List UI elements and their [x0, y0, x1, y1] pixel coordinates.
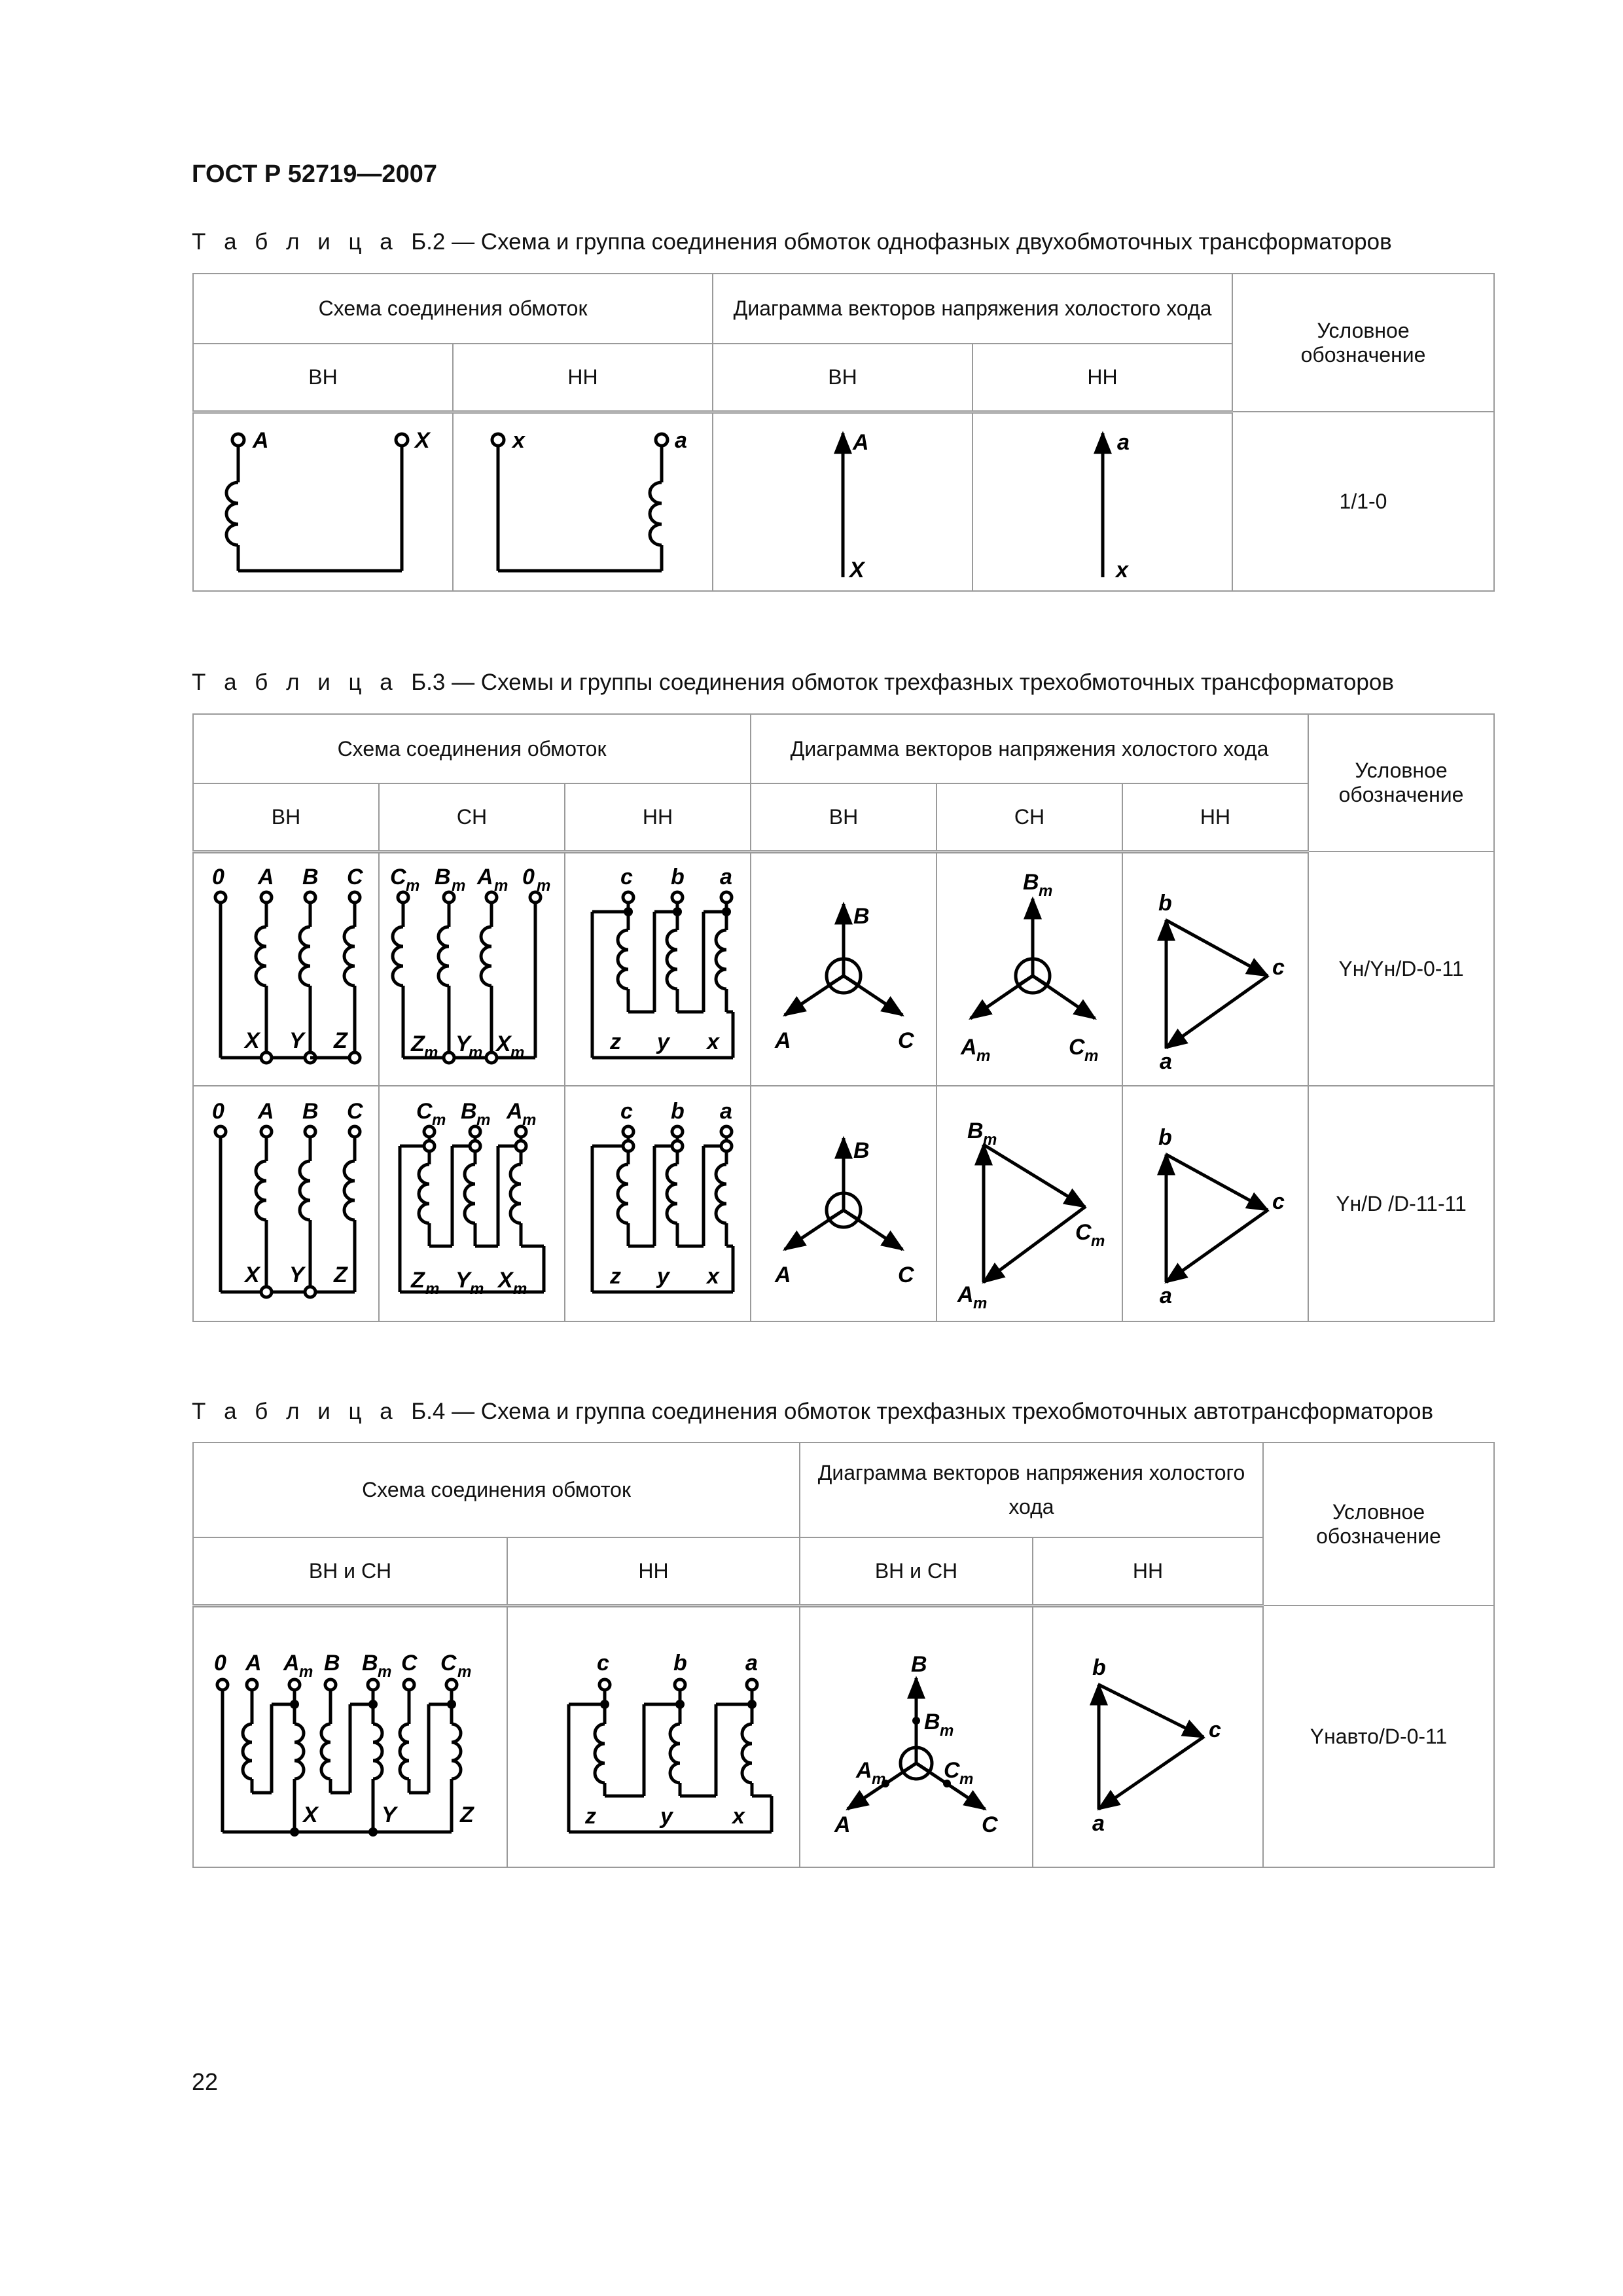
b3-col-scheme: Схема соединения обмоток	[193, 714, 751, 783]
svg-text:C: C	[1075, 1220, 1092, 1245]
svg-text:B: B	[853, 903, 870, 929]
svg-text:z: z	[610, 1264, 621, 1289]
svg-text:A: A	[775, 1028, 791, 1053]
svg-text:a: a	[1160, 1049, 1172, 1074]
b3-r2-designation: Yн/D /D-11-11	[1308, 1086, 1494, 1321]
delta-vector-mv	[941, 1092, 1118, 1315]
svg-text:m: m	[872, 1770, 886, 1788]
table-b3-caption: Т а б л и ц а Б.3 — Схемы и группы соединения обмоток трехфазных трехобмоточных трансформаторов	[192, 670, 1394, 695]
svg-text:C: C	[898, 1028, 914, 1053]
b2-sub-hv-diagram: ВН	[713, 344, 972, 412]
svg-text:m: m	[959, 1770, 974, 1788]
svg-text:m: m	[476, 1111, 491, 1129]
svg-text:Z: Z	[460, 1802, 474, 1827]
b2-designation: 1/1-0	[1232, 412, 1494, 591]
svg-text:A: A	[957, 1282, 974, 1307]
b4-lv-vector	[1033, 1605, 1263, 1867]
b2-sub-lv-diagram: НН	[972, 344, 1232, 412]
svg-text:X: X	[245, 1263, 260, 1287]
b3-sub-hv: ВН	[193, 783, 379, 852]
b3-r2-hv-scheme	[193, 1086, 379, 1321]
delta-vector-lv	[1127, 858, 1304, 1081]
svg-text:B: B	[302, 1099, 319, 1124]
svg-text:A: A	[283, 1650, 300, 1676]
svg-text:C: C	[1069, 1034, 1085, 1060]
svg-text:X: X	[849, 557, 865, 583]
svg-text:B: B	[853, 1138, 870, 1163]
svg-text:X: X	[245, 1028, 260, 1053]
svg-text:B: B	[1023, 869, 1039, 895]
svg-text:C: C	[944, 1757, 960, 1783]
b3-r2-lv-vector	[1122, 1086, 1308, 1321]
b4-sub-hv-mv: ВН и СН	[193, 1537, 507, 1605]
table-b2-caption: Т а б л и ц а Б.2 — Схема и группа соединения обмоток однофазных двухобмоточных трансформаторов	[192, 229, 1392, 255]
svg-text:m: m	[522, 1111, 537, 1129]
svg-text:C: C	[898, 1263, 914, 1287]
svg-text:m: m	[299, 1662, 313, 1681]
svg-text:c: c	[620, 864, 633, 889]
svg-text:b: b	[1092, 1655, 1106, 1680]
svg-text:m: m	[406, 876, 420, 895]
svg-text:Z: Z	[411, 1031, 425, 1056]
svg-text:z: z	[610, 1029, 621, 1054]
b3-sub-mv: СН	[379, 783, 565, 852]
table-b4	[192, 1442, 1495, 1868]
b2-sub-lv-scheme: НН	[453, 344, 713, 412]
table-b2	[192, 273, 1495, 592]
b3-r1-designation: Yн/Yн/D-0-11	[1308, 852, 1494, 1086]
b2-sub-hv-scheme: ВН	[193, 344, 453, 412]
svg-text:b: b	[1158, 1125, 1172, 1150]
svg-text:C: C	[401, 1650, 418, 1676]
b4-sub-lv: НН	[507, 1537, 800, 1605]
table-b3	[192, 713, 1495, 1322]
svg-text:x: x	[707, 1264, 719, 1289]
b4-lv-scheme	[507, 1605, 800, 1867]
svg-text:b: b	[1158, 890, 1172, 916]
b3-r1-mv-scheme	[379, 852, 565, 1086]
b3-col-designation: Условное обозначение	[1308, 714, 1494, 852]
b2-col-designation: Условное обозначение	[1232, 274, 1494, 412]
svg-text:0: 0	[522, 864, 535, 889]
svg-text:C: C	[390, 864, 406, 889]
svg-text:m: m	[1084, 1047, 1099, 1065]
svg-text:a: a	[1160, 1283, 1172, 1308]
svg-text:B: B	[302, 864, 319, 889]
svg-text:B: B	[967, 1119, 984, 1143]
svg-text:A: A	[856, 1757, 872, 1783]
svg-text:B: B	[362, 1650, 378, 1676]
svg-text:Y: Y	[289, 1263, 304, 1287]
delta-lv-2	[569, 1092, 746, 1315]
svg-text:0: 0	[212, 1099, 224, 1124]
svg-text:X: X	[496, 1031, 511, 1056]
svg-text:a: a	[674, 427, 687, 453]
svg-text:A: A	[507, 1099, 523, 1124]
b4-col-scheme: Схема соединения обмоток	[193, 1443, 800, 1537]
hv-vector-diagram	[719, 417, 967, 587]
svg-text:C: C	[982, 1812, 998, 1837]
svg-text:X: X	[414, 427, 430, 453]
svg-text:A: A	[258, 864, 274, 889]
b4-hv-mv-scheme	[193, 1605, 507, 1867]
svg-text:0: 0	[212, 864, 224, 889]
b3-row-1	[193, 852, 1494, 1086]
svg-text:A: A	[775, 1263, 791, 1287]
page-number: 22	[192, 2068, 219, 2095]
svg-text:m: m	[378, 1662, 392, 1681]
svg-text:Z: Z	[334, 1028, 348, 1053]
b3-r1-mv-vector	[936, 852, 1122, 1086]
b4-sub-hv-mv-diag: ВН и СН	[800, 1537, 1033, 1605]
svg-text:A: A	[245, 1650, 262, 1676]
auto-delta-vector	[1037, 1613, 1259, 1861]
svg-text:m: m	[1039, 882, 1053, 900]
svg-text:c: c	[620, 1099, 633, 1124]
svg-text:Y: Y	[455, 1268, 471, 1293]
svg-text:Y: Y	[455, 1031, 471, 1056]
svg-text:X: X	[303, 1802, 318, 1827]
svg-text:y: y	[657, 1264, 669, 1289]
svg-text:C: C	[347, 864, 363, 889]
hv-single-phase-winding	[199, 417, 448, 587]
b3-r2-mv-vector	[936, 1086, 1122, 1321]
b3-r1-hv-vector	[751, 852, 936, 1086]
svg-text:Z: Z	[411, 1268, 425, 1293]
table-b4-caption: Т а б л и ц а Б.4 — Схема и группа соединения обмоток трехфазных трехобмоточных автотрансформаторов	[192, 1399, 1434, 1424]
svg-text:b: b	[671, 864, 685, 889]
svg-text:a: a	[745, 1650, 758, 1676]
svg-text:c: c	[1272, 1189, 1285, 1214]
svg-text:c: c	[596, 1650, 609, 1676]
svg-text:m: m	[513, 1280, 527, 1298]
delta-lv-auto	[513, 1613, 794, 1861]
svg-text:b: b	[671, 1099, 685, 1124]
svg-text:m: m	[452, 876, 466, 895]
b3-r2-hv-vector	[751, 1086, 936, 1321]
b3-sub-lv-diag: НН	[1122, 783, 1308, 852]
b4-hv-mv-vector	[800, 1605, 1033, 1867]
b3-sub-hv-diag: ВН	[751, 783, 936, 852]
svg-text:B: B	[461, 1099, 477, 1124]
svg-text:c: c	[1272, 954, 1285, 980]
svg-text:m: m	[470, 1280, 484, 1298]
star-neutral-hv-2	[198, 1092, 374, 1315]
delta-mv	[383, 1092, 560, 1315]
svg-text:Z: Z	[334, 1263, 348, 1287]
b2-col-scheme: Схема соединения обмоток	[193, 274, 713, 344]
svg-text:0: 0	[214, 1650, 226, 1676]
svg-text:a: a	[1116, 429, 1130, 455]
svg-text:c: c	[1209, 1717, 1221, 1742]
svg-text:m: m	[940, 1721, 954, 1740]
star-vector-mv	[941, 858, 1118, 1081]
svg-text:m: m	[494, 876, 508, 895]
svg-text:y: y	[660, 1803, 673, 1829]
svg-text:x: x	[732, 1803, 745, 1829]
svg-text:B: B	[911, 1651, 927, 1677]
svg-text:C: C	[440, 1650, 457, 1676]
b2-lv-vector-diagram	[972, 412, 1232, 591]
b2-hv-winding-scheme	[193, 412, 453, 591]
svg-text:A: A	[477, 864, 493, 889]
b4-col-designation: Условное обозначение	[1263, 1443, 1494, 1605]
b2-col-diagram: Диаграмма векторов напряжения холостого хода	[713, 274, 1232, 344]
svg-text:m: m	[976, 1047, 991, 1065]
svg-text:m: m	[424, 1043, 438, 1062]
svg-text:m: m	[432, 1111, 446, 1129]
b3-row-2	[193, 1086, 1494, 1321]
svg-text:m: m	[510, 1043, 525, 1062]
b3-sub-lv: НН	[565, 783, 751, 852]
b3-r2-mv-scheme	[379, 1086, 565, 1321]
svg-text:m: m	[457, 1662, 472, 1681]
b3-r2-lv-scheme	[565, 1086, 751, 1321]
svg-text:m: m	[425, 1280, 440, 1298]
svg-text:a: a	[720, 864, 732, 889]
svg-text:m: m	[983, 1131, 997, 1149]
autotransformer-scheme	[200, 1613, 501, 1861]
svg-text:x: x	[707, 1029, 719, 1054]
star-neutral-mv	[383, 858, 560, 1081]
svg-text:z: z	[584, 1803, 596, 1829]
b4-designation: Yнавто/D-0-11	[1263, 1605, 1494, 1867]
b2-hv-vector-diagram	[713, 412, 972, 591]
svg-text:x: x	[1115, 557, 1128, 583]
auto-star-vector	[805, 1613, 1027, 1861]
svg-text:Y: Y	[289, 1028, 304, 1053]
lv-single-phase-winding	[459, 417, 707, 587]
delta-lv	[569, 858, 746, 1081]
svg-text:A: A	[961, 1034, 977, 1060]
star-vector-hv-2	[755, 1092, 932, 1315]
svg-text:B: B	[924, 1709, 940, 1734]
b4-sub-lv-diag: НН	[1033, 1537, 1263, 1605]
svg-text:C: C	[416, 1099, 433, 1124]
svg-text:m: m	[469, 1043, 483, 1062]
lv-vector-diagram	[978, 417, 1227, 587]
b3-r1-lv-scheme	[565, 852, 751, 1086]
svg-text:m: m	[537, 876, 551, 895]
svg-text:A: A	[852, 429, 869, 455]
svg-text:B: B	[324, 1650, 340, 1676]
svg-text:B: B	[435, 864, 451, 889]
svg-text:A: A	[252, 427, 269, 453]
svg-text:C: C	[347, 1099, 363, 1124]
document-header: ГОСТ Р 52719—2007	[192, 160, 437, 188]
delta-vector-lv-2	[1127, 1092, 1304, 1315]
svg-text:m: m	[973, 1295, 988, 1312]
star-neutral-hv	[198, 858, 374, 1081]
b3-r1-lv-vector	[1122, 852, 1308, 1086]
svg-text:a: a	[1092, 1810, 1105, 1836]
b3-sub-mv-diag: СН	[936, 783, 1122, 852]
b4-col-diagram: Диаграмма векторов напряжения холостого хода	[800, 1443, 1263, 1537]
svg-text:a: a	[720, 1099, 732, 1124]
b2-lv-winding-scheme	[453, 412, 713, 591]
svg-text:X: X	[498, 1268, 513, 1293]
b3-r1-hv-scheme	[193, 852, 379, 1086]
star-vector-hv	[755, 858, 932, 1081]
svg-text:y: y	[657, 1029, 669, 1054]
svg-text:A: A	[258, 1099, 274, 1124]
b3-col-diagram: Диаграмма векторов напряжения холостого хода	[751, 714, 1308, 783]
svg-text:A: A	[834, 1812, 851, 1837]
svg-text:Y: Y	[382, 1802, 397, 1827]
svg-text:x: x	[512, 427, 525, 453]
svg-text:m: m	[1091, 1232, 1105, 1250]
svg-text:b: b	[673, 1650, 687, 1676]
